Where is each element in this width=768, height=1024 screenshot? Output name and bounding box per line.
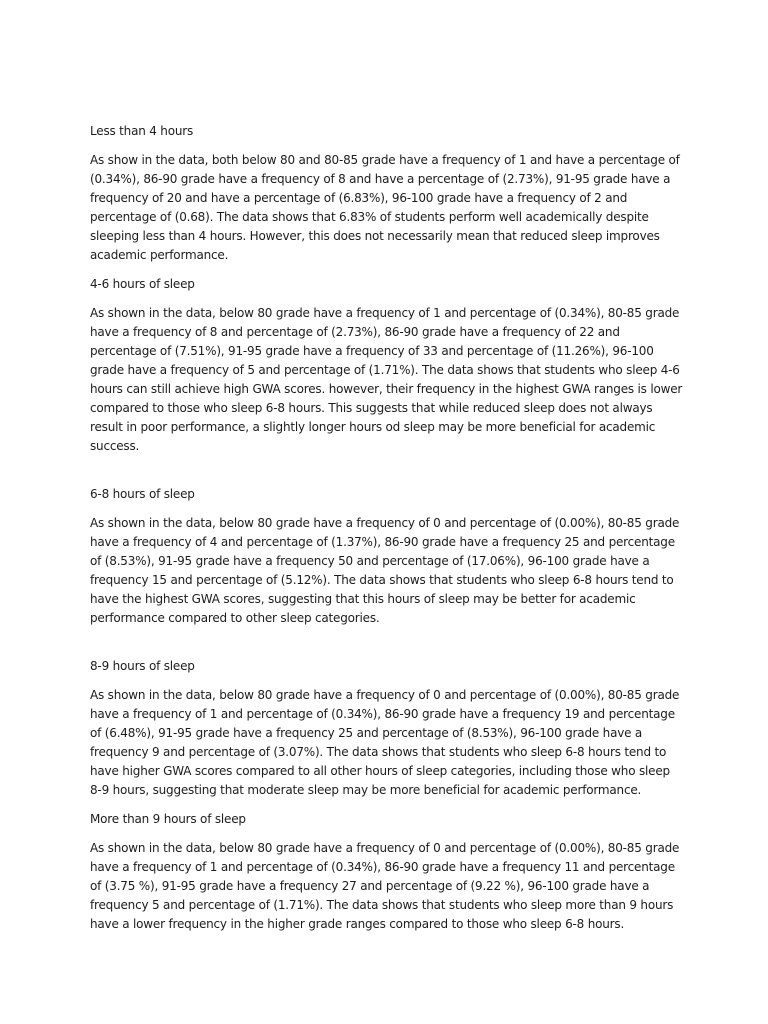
document-page [90, 122, 684, 934]
section-paragraph-8-9-hours: As shown in the data, below 80 grade have a frequency of 0 and percentage of (0.00%), 80-85 grade have a frequency of 1 and percentage of (0.34%), 86-90 grade have a frequency 19 and percentage of (6.48%), 91-95 grade have a frequency 25 and percentage of (8.53%), 96-100 grade have a frequency 9 and percentage of (3.07%). The data shows that students who sleep 6-8 hours tend to have higher GWA scores compared to all other hours of sleep categories, including those who sleep 8-9 hours, suggesting that moderate sleep may be more beneficial for academic performance. [90, 688, 680, 797]
section-heading-8-9-hours: 8-9 hours of sleep [90, 659, 195, 673]
section-paragraph-more-than-9-hours: As shown in the data, below 80 grade have a frequency of 0 and percentage of (0.00%), 80-85 grade have a frequency of 1 and percentage of (0.34%), 86-90 grade have a frequency 11 and percentage of (3.75 %), 91-95 grade have a frequency 27 and percentage of (9.22 %), 96-100 grade have a frequency 5 and percentage of (1.71%). The data shows that students who sleep more than 9 hours have a lower frequency in the higher grade ranges compared to those who sleep 6-8 hours. [90, 841, 680, 931]
section-heading-less-than-4-hours: Less than 4 hours [90, 124, 194, 138]
section-paragraph-less-than-4-hours: As show in the data, both below 80 and 80-85 grade have a frequency of 1 and have a percentage of (0.34%), 86-90 grade have a frequency of 8 and have a percentage of (2.73%), 91-95 grade have a frequency of 20 and have a percentage of (6.83%), 96-100 grade have a frequency of 2 and percentage of (0.68). The data shows that 6.83% of students perform well academically despite sleeping less than 4 hours. However, this does not necessarily mean that reduced sleep improves academic performance. [90, 153, 680, 262]
section-heading-4-6-hours: 4-6 hours of sleep [90, 277, 195, 291]
section-paragraph-4-6-hours: As shown in the data, below 80 grade have a frequency of 1 and percentage of (0.34%), 80-85 grade have a frequency of 8 and percentage of (2.73%), 86-90 grade have a frequency of 22 and percentage of (7.51%), 91-95 grade have a frequency of 33 and percentage of (11.26%), 96-100 grade have a frequency of 5 and percentage of (1.71%). The data shows that students who sleep 4-6 hours can still achieve high GWA scores. however, their frequency in the highest GWA ranges is lower compared to those who sleep 6-8 hours. This suggests that while reduced sleep does not always result in poor performance, a slightly longer hours od sleep may be more beneficial for academic success. [90, 306, 683, 453]
section-paragraph-6-8-hours: As shown in the data, below 80 grade have a frequency of 0 and percentage of (0.00%), 80-85 grade have a frequency of 4 and percentage of (1.37%), 86-90 grade have a frequency 25 and percentage of (8.53%), 91-95 grade have a frequency 50 and percentage of (17.06%), 96-100 grade have a frequency 15 and percentage of (5.12%). The data shows that students who sleep 6-8 hours tend to have the highest GWA scores, suggesting that this hours of sleep may be better for academic performance compared to other sleep categories. [90, 516, 680, 625]
section-heading-6-8-hours: 6-8 hours of sleep [90, 487, 195, 501]
section-heading-more-than-9-hours: More than 9 hours of sleep [90, 812, 246, 826]
